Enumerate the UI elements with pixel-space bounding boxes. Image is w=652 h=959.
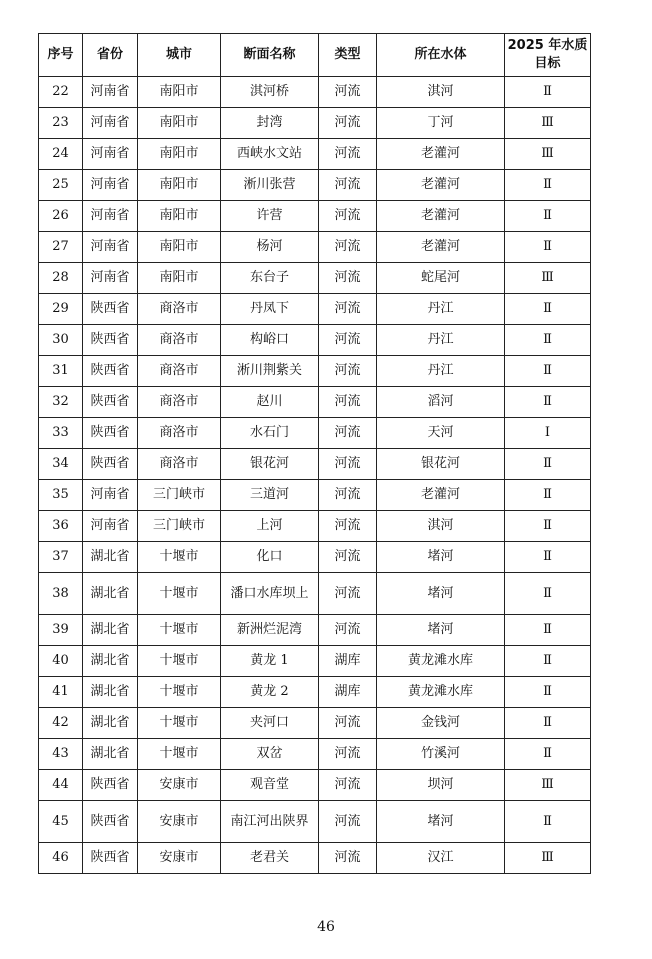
- cell-section-name: 南江河出陕界: [221, 801, 319, 843]
- cell-city: 商洛市: [138, 418, 221, 449]
- table-row: [39, 139, 591, 170]
- cell-section-name: 东台子: [221, 263, 319, 294]
- cell-water-body: 老灌河: [377, 232, 505, 263]
- cell-seq: 33: [39, 418, 83, 449]
- cell-quality-target: Ⅰ: [505, 418, 591, 449]
- table-row: [39, 739, 591, 770]
- cell-section-name: 老君关: [221, 843, 319, 874]
- table-row: [39, 418, 591, 449]
- table-header-row: [39, 34, 591, 77]
- cell-type: 河流: [319, 201, 377, 232]
- cell-water-body: 银花河: [377, 449, 505, 480]
- cell-province: 湖北省: [83, 739, 138, 770]
- cell-city: 十堰市: [138, 542, 221, 573]
- table-row: [39, 449, 591, 480]
- cell-type: 河流: [319, 739, 377, 770]
- cell-quality-target: Ⅲ: [505, 770, 591, 801]
- cell-province: 河南省: [83, 170, 138, 201]
- cell-type: 河流: [319, 325, 377, 356]
- table-row: [39, 232, 591, 263]
- cell-water-body: 丁河: [377, 108, 505, 139]
- cell-province: 陕西省: [83, 843, 138, 874]
- cell-city: 十堰市: [138, 615, 221, 646]
- cell-province: 湖北省: [83, 615, 138, 646]
- cell-city: 南阳市: [138, 201, 221, 232]
- water-quality-table: [38, 33, 591, 874]
- header-province: 省份: [83, 34, 138, 77]
- cell-quality-target: Ⅱ: [505, 739, 591, 770]
- cell-city: 商洛市: [138, 294, 221, 325]
- cell-section-name: 化口: [221, 542, 319, 573]
- cell-quality-target: Ⅱ: [505, 201, 591, 232]
- cell-type: 河流: [319, 387, 377, 418]
- cell-province: 河南省: [83, 263, 138, 294]
- cell-type: 河流: [319, 77, 377, 108]
- cell-city: 十堰市: [138, 708, 221, 739]
- cell-section-name: 封湾: [221, 108, 319, 139]
- cell-seq: 28: [39, 263, 83, 294]
- cell-water-body: 坝河: [377, 770, 505, 801]
- cell-seq: 25: [39, 170, 83, 201]
- cell-city: 十堰市: [138, 677, 221, 708]
- cell-water-body: 堵河: [377, 615, 505, 646]
- cell-city: 商洛市: [138, 449, 221, 480]
- cell-water-body: 黄龙滩水库: [377, 646, 505, 677]
- table-row: [39, 387, 591, 418]
- cell-city: 南阳市: [138, 77, 221, 108]
- cell-province: 河南省: [83, 232, 138, 263]
- table-row: [39, 201, 591, 232]
- cell-water-body: 蛇尾河: [377, 263, 505, 294]
- cell-city: 安康市: [138, 843, 221, 874]
- cell-type: 河流: [319, 263, 377, 294]
- cell-water-body: 堵河: [377, 542, 505, 573]
- cell-province: 河南省: [83, 108, 138, 139]
- table-row: [39, 294, 591, 325]
- cell-water-body: 黄龙滩水库: [377, 677, 505, 708]
- cell-province: 陕西省: [83, 449, 138, 480]
- cell-city: 南阳市: [138, 232, 221, 263]
- table-row: [39, 708, 591, 739]
- cell-quality-target: Ⅱ: [505, 573, 591, 615]
- table-row: [39, 263, 591, 294]
- cell-section-name: 银花河: [221, 449, 319, 480]
- cell-quality-target: Ⅱ: [505, 708, 591, 739]
- cell-seq: 24: [39, 139, 83, 170]
- cell-section-name: 西峡水文站: [221, 139, 319, 170]
- cell-type: 河流: [319, 615, 377, 646]
- cell-type: 河流: [319, 843, 377, 874]
- cell-section-name: 三道河: [221, 480, 319, 511]
- cell-water-body: 淇河: [377, 77, 505, 108]
- cell-province: 陕西省: [83, 325, 138, 356]
- table-row: [39, 542, 591, 573]
- cell-type: 河流: [319, 770, 377, 801]
- cell-section-name: 水石门: [221, 418, 319, 449]
- cell-type: 河流: [319, 294, 377, 325]
- cell-water-body: 堵河: [377, 801, 505, 843]
- cell-quality-target: Ⅱ: [505, 77, 591, 108]
- cell-water-body: 滔河: [377, 387, 505, 418]
- cell-section-name: 许营: [221, 201, 319, 232]
- cell-seq: 45: [39, 801, 83, 843]
- cell-quality-target: Ⅲ: [505, 139, 591, 170]
- cell-section-name: 观音堂: [221, 770, 319, 801]
- table-row: [39, 511, 591, 542]
- cell-province: 湖北省: [83, 708, 138, 739]
- cell-province: 河南省: [83, 511, 138, 542]
- table-row: [39, 77, 591, 108]
- cell-province: 陕西省: [83, 770, 138, 801]
- cell-type: 湖库: [319, 646, 377, 677]
- cell-city: 商洛市: [138, 387, 221, 418]
- table-row: [39, 170, 591, 201]
- cell-province: 陕西省: [83, 294, 138, 325]
- cell-section-name: 新洲烂泥湾: [221, 615, 319, 646]
- table-body: [39, 77, 591, 874]
- table-row: [39, 770, 591, 801]
- cell-section-name: 双岔: [221, 739, 319, 770]
- cell-quality-target: Ⅱ: [505, 677, 591, 708]
- cell-quality-target: Ⅱ: [505, 615, 591, 646]
- cell-section-name: 淅川张营: [221, 170, 319, 201]
- page-number: 46: [317, 919, 335, 935]
- cell-province: 河南省: [83, 139, 138, 170]
- cell-quality-target: Ⅱ: [505, 480, 591, 511]
- cell-type: 河流: [319, 139, 377, 170]
- table-row: [39, 677, 591, 708]
- header-seq: 序号: [39, 34, 83, 77]
- cell-city: 三门峡市: [138, 480, 221, 511]
- cell-water-body: 老灌河: [377, 480, 505, 511]
- cell-section-name: 丹凤下: [221, 294, 319, 325]
- header-quality-target: 2025 年水质目标: [505, 34, 591, 77]
- cell-seq: 40: [39, 646, 83, 677]
- cell-province: 湖北省: [83, 573, 138, 615]
- cell-province: 湖北省: [83, 542, 138, 573]
- cell-type: 河流: [319, 356, 377, 387]
- cell-quality-target: Ⅱ: [505, 542, 591, 573]
- table-row: [39, 480, 591, 511]
- cell-water-body: 竹溪河: [377, 739, 505, 770]
- cell-seq: 30: [39, 325, 83, 356]
- cell-province: 湖北省: [83, 646, 138, 677]
- cell-water-body: 老灌河: [377, 170, 505, 201]
- cell-province: 河南省: [83, 77, 138, 108]
- cell-seq: 43: [39, 739, 83, 770]
- cell-type: 河流: [319, 170, 377, 201]
- cell-water-body: 老灌河: [377, 201, 505, 232]
- cell-city: 十堰市: [138, 646, 221, 677]
- header-water-body: 所在水体: [377, 34, 505, 77]
- cell-seq: 42: [39, 708, 83, 739]
- cell-quality-target: Ⅱ: [505, 232, 591, 263]
- cell-city: 商洛市: [138, 325, 221, 356]
- cell-province: 陕西省: [83, 801, 138, 843]
- cell-quality-target: Ⅱ: [505, 170, 591, 201]
- cell-province: 陕西省: [83, 356, 138, 387]
- cell-seq: 23: [39, 108, 83, 139]
- table-row: [39, 108, 591, 139]
- cell-city: 南阳市: [138, 108, 221, 139]
- cell-section-name: 潘口水库坝上: [221, 573, 319, 615]
- cell-seq: 44: [39, 770, 83, 801]
- cell-section-name: 上河: [221, 511, 319, 542]
- cell-type: 河流: [319, 480, 377, 511]
- header-type: 类型: [319, 34, 377, 77]
- cell-seq: 31: [39, 356, 83, 387]
- cell-province: 河南省: [83, 201, 138, 232]
- cell-seq: 26: [39, 201, 83, 232]
- cell-quality-target: Ⅱ: [505, 646, 591, 677]
- header-city: 城市: [138, 34, 221, 77]
- cell-city: 三门峡市: [138, 511, 221, 542]
- cell-city: 南阳市: [138, 139, 221, 170]
- cell-water-body: 丹江: [377, 294, 505, 325]
- cell-city: 十堰市: [138, 739, 221, 770]
- cell-seq: 34: [39, 449, 83, 480]
- table-row: [39, 615, 591, 646]
- cell-type: 河流: [319, 708, 377, 739]
- cell-type: 河流: [319, 108, 377, 139]
- cell-section-name: 赵川: [221, 387, 319, 418]
- cell-water-body: 天河: [377, 418, 505, 449]
- cell-quality-target: Ⅱ: [505, 801, 591, 843]
- cell-province: 河南省: [83, 480, 138, 511]
- cell-water-body: 老灌河: [377, 139, 505, 170]
- cell-water-body: 金钱河: [377, 708, 505, 739]
- cell-province: 湖北省: [83, 677, 138, 708]
- table-row: [39, 573, 591, 615]
- cell-section-name: 淇河桥: [221, 77, 319, 108]
- cell-water-body: 堵河: [377, 573, 505, 615]
- cell-city: 商洛市: [138, 356, 221, 387]
- header-section-name: 断面名称: [221, 34, 319, 77]
- cell-section-name: 杨河: [221, 232, 319, 263]
- cell-type: 河流: [319, 542, 377, 573]
- table-row: [39, 843, 591, 874]
- cell-quality-target: Ⅱ: [505, 325, 591, 356]
- cell-section-name: 构峪口: [221, 325, 319, 356]
- table-row: [39, 646, 591, 677]
- table-row: [39, 801, 591, 843]
- cell-type: 河流: [319, 449, 377, 480]
- cell-seq: 46: [39, 843, 83, 874]
- cell-type: 湖库: [319, 677, 377, 708]
- cell-type: 河流: [319, 801, 377, 843]
- cell-city: 十堰市: [138, 573, 221, 615]
- cell-quality-target: Ⅱ: [505, 511, 591, 542]
- cell-type: 河流: [319, 418, 377, 449]
- cell-seq: 37: [39, 542, 83, 573]
- table-row: [39, 356, 591, 387]
- cell-seq: 39: [39, 615, 83, 646]
- table-row: [39, 325, 591, 356]
- cell-type: 河流: [319, 573, 377, 615]
- cell-type: 河流: [319, 511, 377, 542]
- cell-quality-target: Ⅲ: [505, 843, 591, 874]
- cell-water-body: 丹江: [377, 356, 505, 387]
- cell-quality-target: Ⅱ: [505, 356, 591, 387]
- cell-section-name: 黄龙 2: [221, 677, 319, 708]
- cell-seq: 35: [39, 480, 83, 511]
- cell-seq: 22: [39, 77, 83, 108]
- cell-section-name: 夹河口: [221, 708, 319, 739]
- cell-seq: 36: [39, 511, 83, 542]
- cell-city: 安康市: [138, 801, 221, 843]
- cell-quality-target: Ⅱ: [505, 294, 591, 325]
- cell-section-name: 黄龙 1: [221, 646, 319, 677]
- cell-quality-target: Ⅲ: [505, 263, 591, 294]
- cell-province: 陕西省: [83, 387, 138, 418]
- cell-quality-target: Ⅲ: [505, 108, 591, 139]
- cell-province: 陕西省: [83, 418, 138, 449]
- cell-water-body: 汉江: [377, 843, 505, 874]
- cell-seq: 29: [39, 294, 83, 325]
- cell-seq: 41: [39, 677, 83, 708]
- cell-seq: 32: [39, 387, 83, 418]
- cell-seq: 27: [39, 232, 83, 263]
- cell-city: 南阳市: [138, 263, 221, 294]
- cell-quality-target: Ⅱ: [505, 449, 591, 480]
- cell-quality-target: Ⅱ: [505, 387, 591, 418]
- cell-city: 安康市: [138, 770, 221, 801]
- cell-section-name: 淅川荆紫关: [221, 356, 319, 387]
- cell-water-body: 淇河: [377, 511, 505, 542]
- cell-water-body: 丹江: [377, 325, 505, 356]
- cell-type: 河流: [319, 232, 377, 263]
- cell-city: 南阳市: [138, 170, 221, 201]
- cell-seq: 38: [39, 573, 83, 615]
